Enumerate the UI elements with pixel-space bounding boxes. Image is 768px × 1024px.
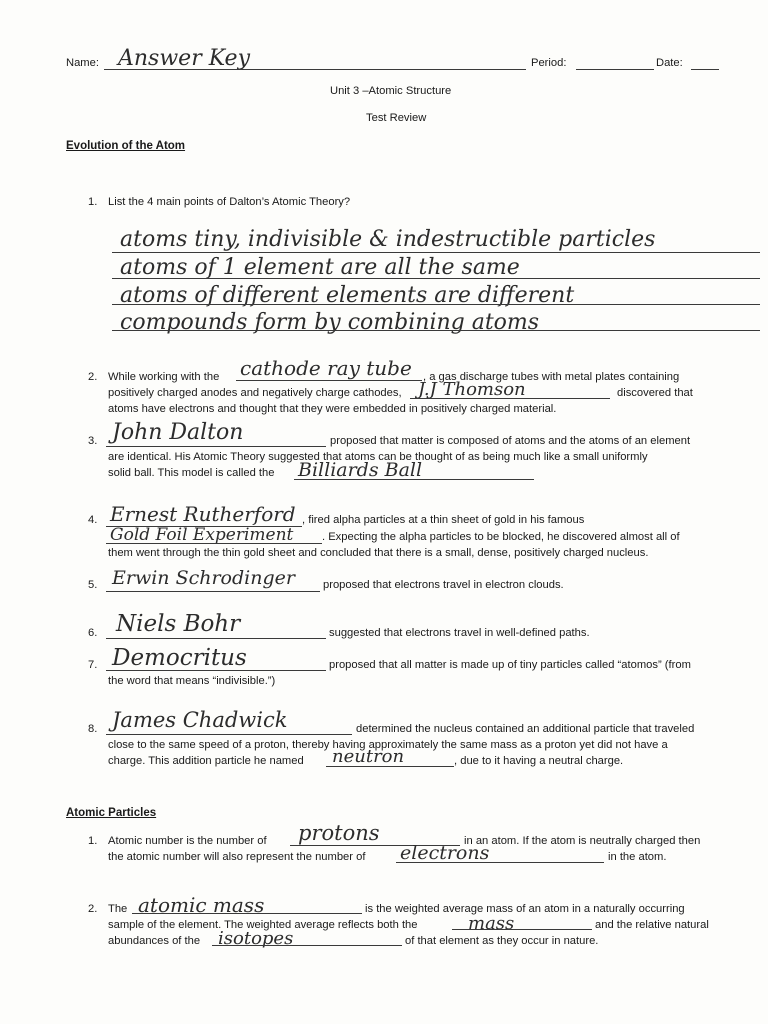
s2-q2-text-1: The <box>108 903 128 915</box>
s2-q2-answer-isotopes: isotopes <box>218 928 294 949</box>
q2-text-1: While working with the <box>108 371 220 383</box>
q8-blank-2 <box>326 766 454 767</box>
q8-number: 8. <box>88 723 98 735</box>
section-heading-evolution: Evolution of the Atom <box>66 140 186 152</box>
s2-q1-text-2: in an atom. If the atom is neutrally charged then <box>464 835 701 847</box>
s2-q2-blank-3 <box>212 945 402 946</box>
s2-q2-number: 2. <box>88 903 98 915</box>
q5-blank <box>106 591 320 592</box>
q2-text-2: , a gas discharge tubes with metal plates containing <box>423 371 680 383</box>
q3-blank-1 <box>106 446 326 447</box>
q8-answer-james-chadwick: James Chadwick <box>112 708 288 732</box>
q5-text: proposed that electrons travel in electron clouds. <box>323 579 564 591</box>
date-line <box>691 69 719 70</box>
unit-title: Unit 3 –Atomic Structure <box>330 85 452 97</box>
q1-answer-2: atoms of 1 element are all the same <box>120 255 520 280</box>
s2-q2-text-3: sample of the element. The weighted average reflects both the <box>108 919 418 931</box>
s2-q2-answer-atomic-mass: atomic mass <box>138 893 265 917</box>
q8-text-2: close to the same speed of a proton, thereby having approximately the same mass as a proton yet did not have a <box>108 739 668 751</box>
q8-text-4: , due to it having a neutral charge. <box>454 755 624 767</box>
q1-answer-line-2 <box>112 278 760 279</box>
q2-text-5: atoms have electrons and thought that they were embedded in positively charged material. <box>108 403 557 415</box>
q3-answer-billiards-ball: Billiards Ball <box>298 459 423 481</box>
name-label: Name: <box>66 57 99 69</box>
s2-q1-text-1: Atomic number is the number of <box>108 835 267 847</box>
s2-q2-text-2: is the weighted average mass of an atom in a naturally occurring <box>365 903 685 915</box>
q1-text: List the 4 main points of Dalton’s Atomic Theory? <box>108 196 351 208</box>
section-heading-atomic-particles: Atomic Particles <box>66 807 157 819</box>
q8-text-1: determined the nucleus contained an additional particle that traveled <box>356 723 695 735</box>
q3-text-1: proposed that matter is composed of atoms and the atoms of an element <box>330 435 691 447</box>
q8-text-3: charge. This addition particle he named <box>108 755 304 767</box>
q2-text-3: positively charged anodes and negatively charge cathodes, <box>108 387 402 399</box>
name-line <box>104 69 526 70</box>
s2-q1-text-4: in the atom. <box>608 851 667 863</box>
q7-text-2: the word that means “indivisible.”) <box>108 675 276 687</box>
q1-answer-line-4 <box>112 330 760 331</box>
q6-text: suggested that electrons travel in well-defined paths. <box>329 627 590 639</box>
s2-q2-blank-2 <box>452 929 592 930</box>
q3-answer-john-dalton: John Dalton <box>112 420 244 445</box>
q4-number: 4. <box>88 514 98 526</box>
period-label: Period: <box>531 57 567 69</box>
q2-blank-1 <box>236 380 422 381</box>
period-line <box>576 69 654 70</box>
s2-q2-text-5: abundances of the <box>108 935 201 947</box>
q3-blank-2 <box>294 479 534 480</box>
q2-text-4: discovered that <box>617 387 693 399</box>
q4-blank-2 <box>106 543 322 544</box>
s2-q2-text-4: and the relative natural <box>595 919 709 931</box>
q6-answer-niels-bohr: Niels Bohr <box>116 611 241 637</box>
q4-answer-gold-foil: Gold Foil Experiment <box>110 525 294 545</box>
q1-answer-line-1 <box>112 252 760 253</box>
name-answer: Answer Key <box>118 46 250 71</box>
s2-q2-answer-mass: mass <box>468 913 515 934</box>
q5-answer-erwin-schrodinger: Erwin Schrodinger <box>112 567 295 589</box>
q4-answer-ernest-rutherford: Ernest Rutherford <box>110 502 296 526</box>
q4-text-3: them went through the thin gold sheet and concluded that there is a small, dense, positively charged nucleus. <box>108 547 649 559</box>
q4-text-2: . Expecting the alpha particles to be blocked, he discovered almost all of <box>322 531 680 543</box>
q7-answer-democritus: Democritus <box>112 645 247 671</box>
q1-answer-1: atoms tiny, indivisible & indestructible particles <box>120 227 656 252</box>
q2-blank-2 <box>410 398 610 399</box>
q1-answer-4: compounds form by combining atoms <box>120 310 540 335</box>
q5-number: 5. <box>88 579 98 591</box>
q4-text-1: , fired alpha particles at a thin sheet of gold in his famous <box>302 514 585 526</box>
q1-answer-line-3 <box>112 304 760 305</box>
q2-number: 2. <box>88 371 98 383</box>
q3-text-3: solid ball. This model is called the <box>108 467 275 479</box>
q3-number: 3. <box>88 435 98 447</box>
q7-text-1: proposed that all matter is made up of tiny particles called “atomos” (from <box>329 659 691 671</box>
s2-q2-text-6: of that element as they occur in nature. <box>405 935 599 947</box>
q6-blank <box>106 638 326 639</box>
q7-number: 7. <box>88 659 98 671</box>
q2-answer-jj-thomson: J.J Thomson <box>418 379 526 400</box>
q8-answer-neutron: neutron <box>332 746 405 767</box>
q6-number: 6. <box>88 627 98 639</box>
test-review-subtitle: Test Review <box>366 112 427 124</box>
date-label: Date: <box>656 57 683 69</box>
s2-q1-text-3: the atomic number will also represent the number of <box>108 851 366 863</box>
s2-q1-blank-2 <box>396 862 604 863</box>
s2-q1-number: 1. <box>88 835 98 847</box>
q7-blank <box>106 670 326 671</box>
s2-q1-answer-electrons: electrons <box>400 842 490 864</box>
q1-answer-3: atoms of different elements are different <box>120 283 575 308</box>
s2-q1-answer-protons: protons <box>298 821 380 845</box>
s2-q2-blank-1 <box>132 913 362 914</box>
q2-answer-cathode-ray-tube: cathode ray tube <box>240 356 412 380</box>
q1-number: 1. <box>88 196 98 208</box>
q8-blank-1 <box>106 734 352 735</box>
q3-text-2: are identical. His Atomic Theory suggested that atoms can be thought of as being much like a small uniformly <box>108 451 648 463</box>
